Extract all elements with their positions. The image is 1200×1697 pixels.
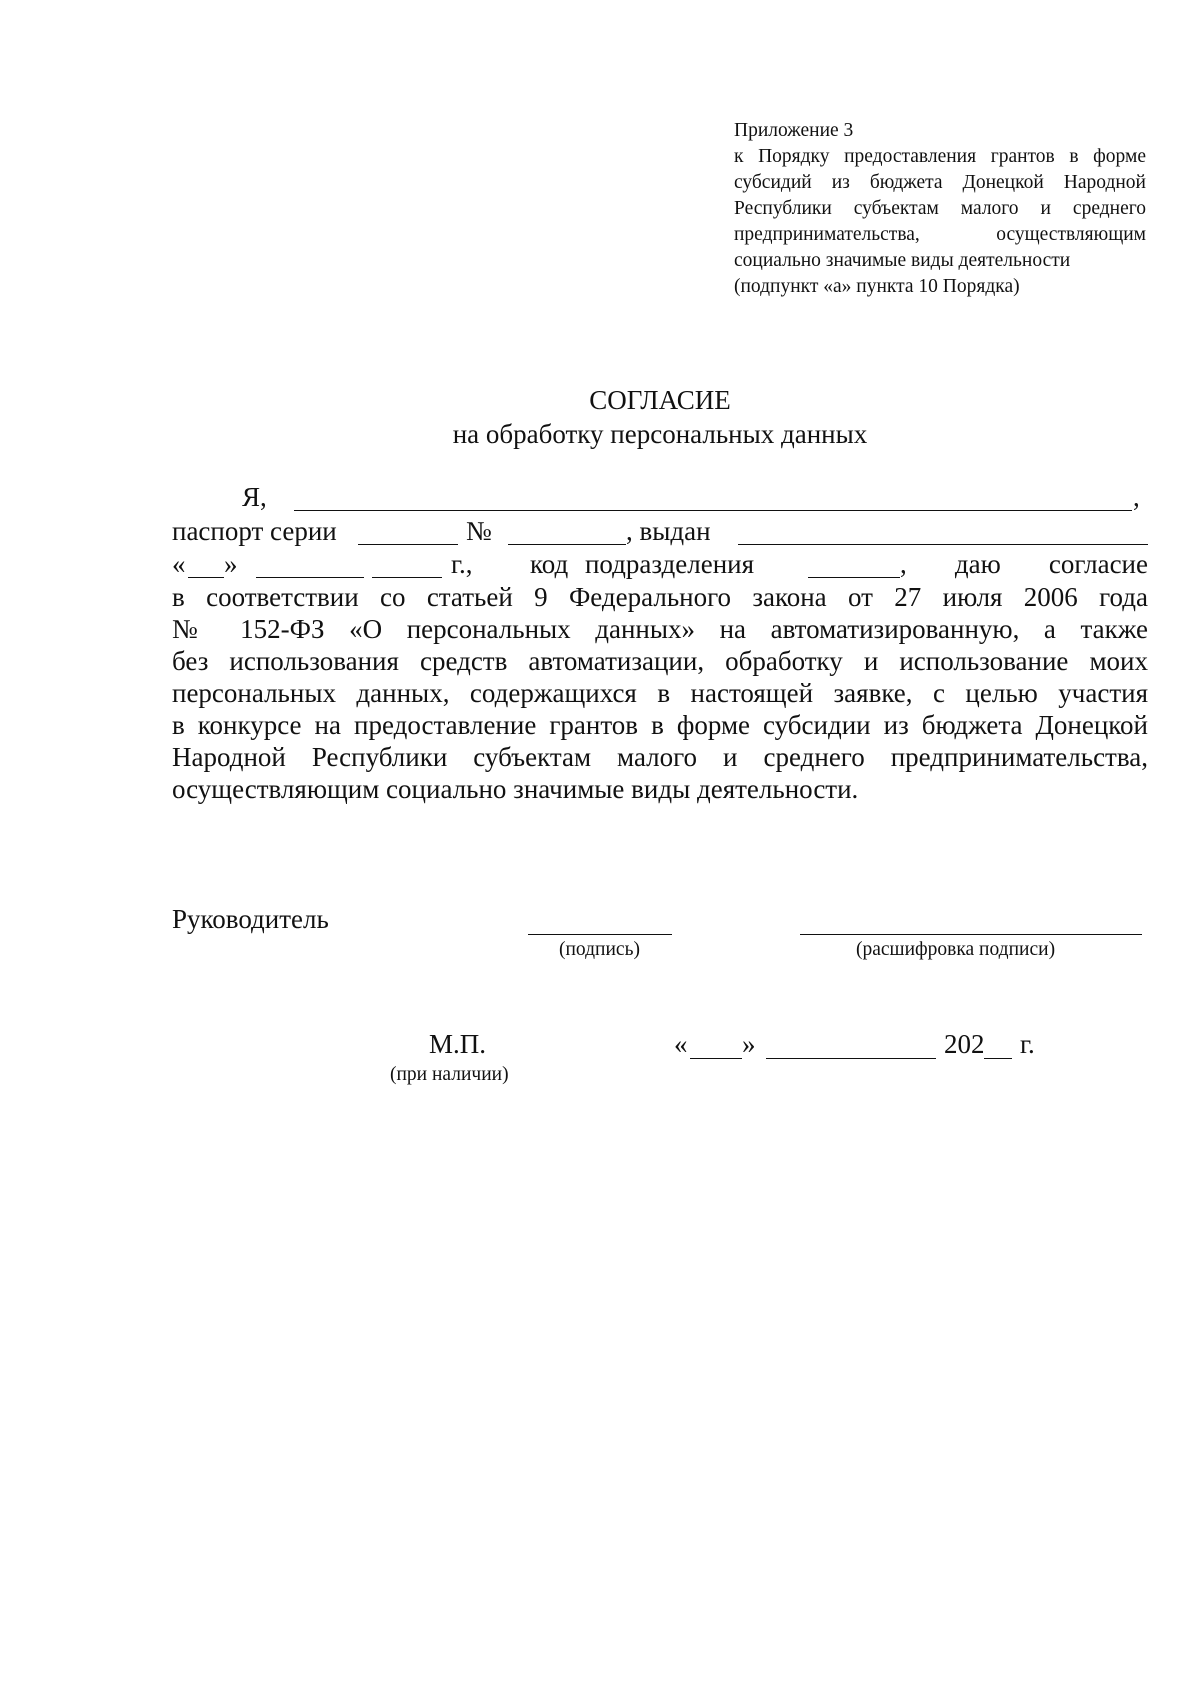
code-label: код подразделения xyxy=(530,549,755,579)
number-sign: № xyxy=(466,516,492,546)
full-name-field[interactable] xyxy=(294,510,1132,511)
signature-caption: (подпись) xyxy=(559,939,640,960)
appendix-line: субсидий из бюджета Донецкой Народной xyxy=(734,172,1146,193)
issue-day-field[interactable] xyxy=(188,577,224,578)
date-year-suffix: г. xyxy=(1020,1029,1035,1059)
passport-series-field[interactable] xyxy=(358,544,458,545)
appendix-line: (подпункт «а» пункта 10 Порядка) xyxy=(734,276,1020,297)
appendix-number: Приложение 3 xyxy=(734,120,854,141)
appendix-line: социально значимые виды деятельности xyxy=(734,250,1071,271)
passport-series-label: паспорт серии xyxy=(172,516,337,546)
quote-close: » xyxy=(224,549,238,579)
year-suffix: г., xyxy=(451,549,473,579)
issued-by-field[interactable] xyxy=(738,544,1148,545)
comma-mark: , xyxy=(1133,482,1140,512)
signature-field[interactable] xyxy=(528,934,672,935)
date-quote-open: « xyxy=(674,1029,688,1059)
paragraph-line: № 152-ФЗ «О персональных данных» на автоматизированную, а также xyxy=(172,614,1148,644)
date-quote-close: » xyxy=(742,1029,756,1059)
date-day-field[interactable] xyxy=(690,1058,742,1059)
appendix-header xyxy=(734,118,1146,300)
appendix-line: предпринимательства, осуществляющим xyxy=(734,224,1146,245)
paragraph-last-line: осуществляющим социально значимые виды деятельности. xyxy=(172,774,859,804)
issued-label: , выдан xyxy=(626,516,711,546)
paragraph-line: в соответствии со статьей 9 Федерального закона от 27 июля 2006 года xyxy=(172,582,1148,612)
issue-year-field[interactable] xyxy=(372,577,442,578)
passport-line xyxy=(172,516,1148,548)
passport-number-field[interactable] xyxy=(508,544,626,545)
division-code-field[interactable] xyxy=(808,577,900,578)
decoding-caption: (расшифровка подписи) xyxy=(856,939,1056,960)
document-subtitle: на обработку персональных данных xyxy=(452,419,868,449)
paragraph-line: персональных данных, содержащихся в настоящей заявке, с целью участия xyxy=(172,678,1148,708)
head-label: Руководитель xyxy=(172,904,329,934)
stamp-label: М.П. xyxy=(429,1029,487,1059)
year-prefix: 202 xyxy=(944,1029,985,1059)
issue-date-line xyxy=(172,549,1148,581)
signature-decoding-field[interactable] xyxy=(800,934,1142,935)
date-month-field[interactable] xyxy=(766,1058,936,1059)
quote-open: « xyxy=(172,549,186,579)
name-line xyxy=(172,482,1148,514)
date-year-field[interactable] xyxy=(984,1058,1012,1059)
consent-label: , даю согласие xyxy=(900,549,1148,579)
paragraph-line: в конкурсе на предоставление грантов в форме субсидии из бюджета Донецкой xyxy=(172,710,1148,740)
document-title: СОГЛАСИЕ xyxy=(589,385,731,415)
ya-label: Я, xyxy=(242,482,267,512)
paragraph-line: Народной Республики субъектам малого и среднего предпринимательства, xyxy=(172,742,1148,772)
issue-month-field[interactable] xyxy=(256,577,364,578)
paragraph-line: без использования средств автоматизации, обработку и использование моих xyxy=(172,646,1148,676)
appendix-line: к Порядку предоставления грантов в форме xyxy=(734,146,1146,167)
stamp-note: (при наличии) xyxy=(390,1064,509,1085)
appendix-line: Республики субъектам малого и среднего xyxy=(734,198,1146,219)
